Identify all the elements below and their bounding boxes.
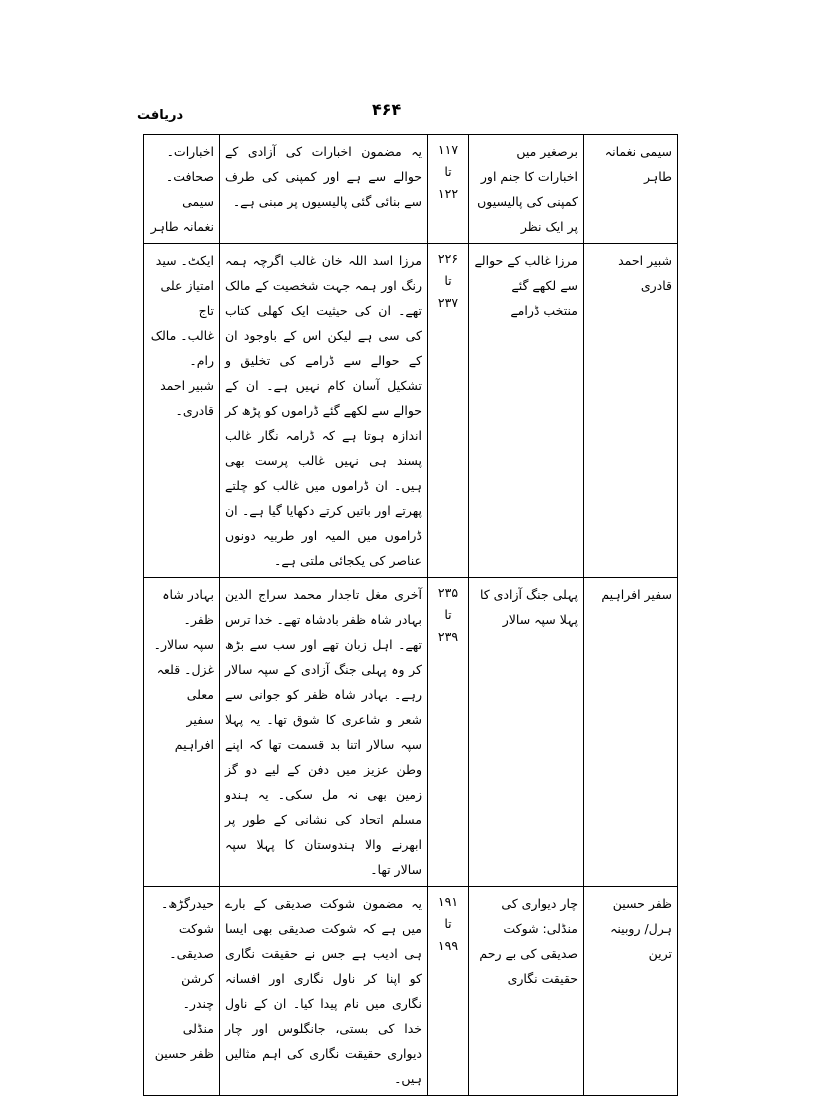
page-start: ۲۲۶ xyxy=(437,251,459,266)
title-cell: برصغیر میں اخبارات کا جنم اور کمپنی کی پالیسیوں پر ایک نظر xyxy=(469,135,584,244)
page-start: ۱۱۷ xyxy=(437,142,459,157)
keyword: منڈلی xyxy=(182,1021,214,1036)
keyword: سفیر افراہیم xyxy=(174,712,214,752)
keyword: اخبارات۔ xyxy=(166,144,214,159)
keyword: شوکت صدیقی۔ xyxy=(169,921,214,961)
keywords-cell xyxy=(144,887,220,1096)
page-end: ۱۲۲ xyxy=(437,186,459,201)
page-start: ۲۳۵ xyxy=(437,585,459,600)
summary-cell: یہ مضمون اخبارات کی آزادی کے حوالے سے ہے اور کمپنی کی طرف سے بنائی گئی پالیسیوں پر مبنی ہے۔ xyxy=(220,135,428,244)
author-cell: ظفر حسین ہرل/ روبینہ ترین xyxy=(584,887,678,1096)
table-row xyxy=(144,578,678,887)
table-row xyxy=(144,135,678,244)
pages-cell xyxy=(428,244,469,578)
title-cell: مرزا غالب کے حوالے سے لکھے گئے منتخب ڈرامے xyxy=(469,244,584,578)
page-end: ۲۳۹ xyxy=(437,629,459,644)
articles-table xyxy=(143,134,678,1096)
keyword: سیمی نغمانہ طاہر xyxy=(150,194,214,234)
pages-cell xyxy=(428,578,469,887)
table-row xyxy=(144,244,678,578)
keywords-cell xyxy=(144,578,220,887)
keyword: سپہ سالار۔ xyxy=(153,637,214,652)
keyword: غزل۔ قلعہ معلی xyxy=(156,662,214,702)
keywords-cell xyxy=(144,135,220,244)
summary-cell: آخری مغل تاجدار محمد سراج الدین بہادر شاہ ظفر بادشاہ تھے۔ خدا ترس تھے۔ اہل زبان تھے اور سب سے بڑھ کر وہ پہلی جنگ آزادی کے سپہ سالار رہے۔ بہادر شاہ ظفر کو جوانی سے شعر و شاعری کا شوق تھا۔ یہ پہلا سپہ سالار اتنا بد قسمت تھا کہ اپنے وطن عزیز میں دفن کے لیے دو گز زمین بھی نہ مل سکی۔ یہ ہندو مسلم اتحاد کی نشانی کے طور پر ابھرنے والا ہندوستان کا پہلا سپہ سالار تھا۔ xyxy=(220,578,428,887)
author-cell: سفیر افراہیم xyxy=(584,578,678,887)
keyword: صحافت۔ xyxy=(165,169,214,184)
page-to: تا xyxy=(444,607,452,622)
author-cell: شبیر احمد قادری xyxy=(584,244,678,578)
keyword: کرشن چندر۔ xyxy=(181,971,214,1011)
page-end: ۱۹۹ xyxy=(437,938,459,953)
page-to: تا xyxy=(444,164,452,179)
title-cell: پہلی جنگ آزادی کا پہلا سپہ سالار xyxy=(469,578,584,887)
title-cell: چار دیواری کی منڈلی: شوکت صدیقی کی بے رحم حقیقت نگاری xyxy=(469,887,584,1096)
page-number: ۴۶۴ xyxy=(372,100,402,119)
page-start: ۱۹۱ xyxy=(437,894,459,909)
keyword: رام۔ xyxy=(189,353,214,368)
summary-cell: یہ مضمون شوکت صدیقی کے بارے میں ہے کہ شوکت صدیقی بھی ایسا ہی ادیب ہے جس نے حقیقت نگاری کو اپنا کر ناول نگاری اور افسانہ نگاری میں نام پیدا کیا۔ ان کے ناول خدا کی بستی، جانگلوس اور چار دیواری حقیقت نگاری کی اہم مثالیں ہیں۔ xyxy=(220,887,428,1096)
keyword: امتیاز علی تاج xyxy=(160,278,214,318)
author-cell: سیمی نغمانہ طاہر xyxy=(584,135,678,244)
pages-cell xyxy=(428,135,469,244)
keyword: بہادر شاہ ظفر۔ xyxy=(162,587,214,627)
journal-name: دریافت xyxy=(137,108,184,123)
keywords-cell xyxy=(144,244,220,578)
table-row xyxy=(144,887,678,1096)
page-to: تا xyxy=(444,273,452,288)
summary-cell: مرزا اسد اللہ خان غالب اگرچہ ہمہ رنگ اور ہمہ جہت شخصیت کے مالک تھے۔ ان کی حیثیت ایک کھلی کتاب کی سی ہے لیکن اس کے باوجود ان کے حوالے سے ڈرامے کی تخلیق و تشکیل آسان کام نہیں ہے۔ ان کے حوالے سے لکھے گئے ڈراموں کو پڑھ کر اندازہ ہوتا ہے کہ ڈرامہ نگار غالب پسند ہی نہیں غالب پرست بھی ہیں۔ ان ڈراموں میں غالب کو چلتے پھرتے اور باتیں کرتے دکھایا گیا ہے۔ ان ڈراموں میں المیہ اور طربیہ دونوں عناصر کی یکجائی ملتی ہے۔ xyxy=(220,244,428,578)
keyword: غالب۔ مالک xyxy=(150,328,214,343)
page-end: ۲۳۷ xyxy=(437,295,459,310)
pages-cell xyxy=(428,887,469,1096)
keyword: شبیر احمد قادری۔ xyxy=(160,378,214,418)
keyword: ایکٹ۔ سید xyxy=(155,253,214,268)
keyword: ظفر حسین xyxy=(154,1046,214,1061)
keyword: حیدرگڑھ۔ xyxy=(161,896,214,911)
page-to: تا xyxy=(444,916,452,931)
